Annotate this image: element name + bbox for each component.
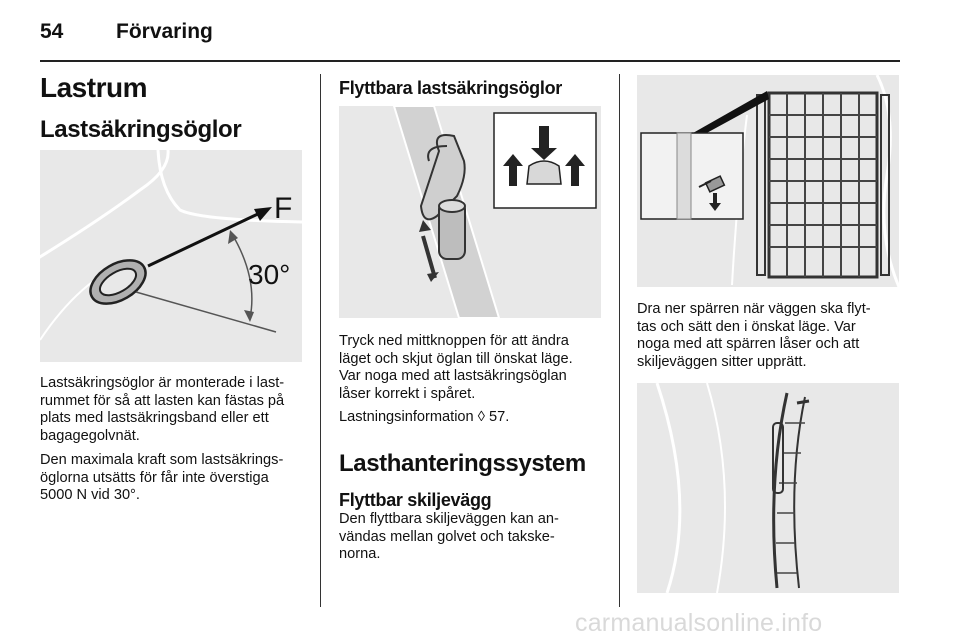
text-line: Var noga med att lastsäkringsöglan	[339, 368, 567, 384]
text-line: plats med lastsäkringsband eller ett	[40, 410, 269, 426]
paragraph	[339, 333, 609, 403]
text-line: noga med att spärren låser och att	[637, 336, 860, 352]
paragraph	[40, 452, 310, 505]
text-line: norna.	[339, 546, 381, 562]
header-rule	[40, 60, 900, 62]
text-line: Den flyttbara skiljeväggen kan an-	[339, 511, 559, 527]
text-line: 5000 N vid 30°.	[40, 487, 140, 503]
reference-text: Lastningsinformation	[339, 409, 474, 425]
reference-page: 57.	[489, 409, 510, 425]
reference-arrow-icon: ◊	[477, 409, 485, 425]
heading-flyttbara-lastsakringsoglor: Flyttbara lastsäkringsöglor	[339, 78, 562, 98]
section-title: Förvaring	[116, 20, 213, 43]
text-line: bagagegolvnät.	[40, 427, 140, 444]
heading-flyttbar-skiljevagg: Flyttbar skiljevägg	[339, 490, 492, 510]
figure-partition-upright	[637, 383, 899, 593]
heading-lastrum: Lastrum	[40, 72, 147, 103]
cross-reference	[339, 409, 609, 427]
text-line: Dra ner spärren när väggen ska flyt-	[637, 301, 871, 317]
text-line: Den maximala kraft som lastsäkrings-	[40, 452, 284, 468]
text-line: skiljeväggen sitter upprätt.	[637, 353, 807, 370]
page-number: 54	[40, 20, 64, 43]
heading-lasthanteringssystem: Lasthanteringssystem	[339, 450, 586, 477]
figure-movable-eye	[339, 106, 601, 318]
text-line: vändas mellan golvet och takske-	[339, 528, 555, 545]
paragraph	[637, 301, 907, 371]
heading-lastsakringsoglor: Lastsäkringsöglor	[40, 116, 242, 143]
column-divider	[619, 74, 620, 607]
text-line: Lastsäkringsöglor är monterade i last-	[40, 375, 285, 391]
paragraph	[40, 375, 310, 445]
text-line: låser korrekt i spåret.	[339, 385, 476, 402]
text-line: öglorna utsätts för får inte överstiga	[40, 469, 269, 486]
text-line: Tryck ned mittknoppen för att ändra	[339, 333, 569, 349]
force-label: F	[274, 192, 293, 225]
text-line: tas och sätt den i önskat läge. Var	[637, 318, 856, 335]
paragraph	[339, 511, 609, 564]
figure-partition-latch	[637, 75, 899, 287]
column-divider	[320, 74, 321, 607]
figure-lashing-eye	[40, 150, 302, 362]
text-line: rummet för så att lasten kan fästas på	[40, 392, 285, 409]
angle-label: 30°	[248, 259, 291, 290]
footer-watermark: carmanualsonline.info	[575, 609, 823, 637]
text-line: läget och skjut öglan till önskat läge.	[339, 350, 573, 367]
